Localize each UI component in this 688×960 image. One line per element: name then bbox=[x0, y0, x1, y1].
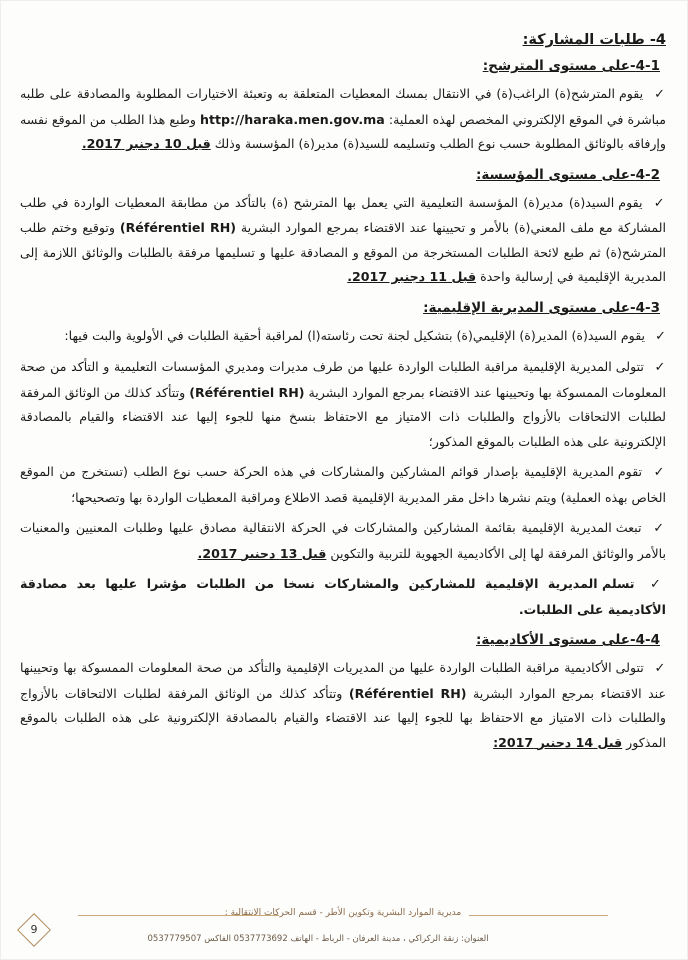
section-heading: 4- طلبات المشاركة: bbox=[522, 32, 666, 48]
paragraph-candidate: ✓ يقوم المترشح(ة) الراغب(ة) في الانتقال بمسك المعطيات المتعلقة به وتعبئة الاختيارات المطلوبة والمصادقة على طلبه مباشرة في الموقع الإلكتروني المخصص لهذه العملية: http://haraka.men.gov.ma وطبع هذا الطلب من الموقع نفسه وإرفاقه بالوثائق المطلوبة حسب نوع الطلب وتسليمه للسيد(ة) مدير(ة) المؤسسة وذلك قبل 10 دجنبر 2017. bbox=[20, 86, 667, 151]
checkmark-icon: ✓ bbox=[654, 360, 666, 375]
paragraph-directorate-2: ✓ تتولى المديرية الإقليمية مراقبة الطلبات الواردة عليها من طرف مديرات ومديري المؤسسات التعليمية و التأكد من صحة المعلومات الممسوكة بها وتحيينها عند الاقتضاء بمرجع الموارد البشرية (Référentiel RH) وتتأكد كذلك من الوثائق المرفقة لطلبات الالتحاقات بالأزواج والطلبات ذات الامتياز مع الاحتفاظ بنسخ منها للجوء إليها عند الاقتضاء والقيام بالمصادقة الإلكترونية على هذه الطلبات بالموقع المذكور؛ bbox=[20, 359, 666, 449]
paragraph-directorate-1: ✓ يقوم السيد(ة) المدير(ة) الإقليمي(ة) بتشكيل لجنة تحت رئاسته(ا) لمراقبة أحقية الطلبات في الأولوية والبت فيها: bbox=[64, 327, 666, 344]
page-number-badge bbox=[17, 913, 51, 947]
checkmark-icon: ✓ bbox=[654, 87, 666, 102]
paragraph-school: ✓ يقوم السيد(ة) مدير(ة) المؤسسة التعليمية التي يعمل بها المترشح (ة) بالتأكد من مطابقة المعطيات الواردة في طلب المشاركة مع ملف المعني(ة) بالأمر و تحيينها عند الاقتضاء بمرجع الموارد البشرية (Référentiel RH) وتوقيع وختم طلب المترشح(ة) ثم طبع لائحة الطلبات المستخرجة من الموقع و المصادقة عليها و تسليمها مرفقة بالطلبات والوثائق اللازمة إلى المديرية الإقليمية في إرسالية واحدة قبل 11 دجنبر 2017. bbox=[20, 194, 666, 284]
deadline-text: قبل 14 دجنبر 2017: bbox=[493, 734, 623, 750]
page-number: 9 bbox=[30, 923, 38, 936]
subsection-title-school: 4-2-على مستوى المؤسسة: bbox=[475, 166, 660, 183]
paragraph-directorate-5: ✓ تسلم المديرية الإقليمية للمشاركين والمشاركات نسخا من الطلبات مؤشرا عليها بعد مصادقة الأكاديمية على الطلبات. bbox=[20, 576, 666, 617]
checkmark-icon: ✓ bbox=[650, 577, 666, 592]
checkmark-icon: ✓ bbox=[655, 328, 666, 344]
website-link[interactable]: http://haraka.men.gov.ma bbox=[200, 111, 385, 127]
checkmark-icon: ✓ bbox=[654, 661, 666, 676]
checkmark-icon: ✓ bbox=[653, 195, 666, 211]
checkmark-icon: ✓ bbox=[653, 521, 666, 536]
subsection-title-candidate: 4-1-على مستوى المترشح: bbox=[482, 58, 660, 74]
deadline-text: قبل 10 دجنبر 2017. bbox=[81, 136, 211, 151]
page-footer bbox=[18, 908, 668, 952]
subsection-title-directorate: 4-3-على مستوى المديرية الإقليمية: bbox=[423, 299, 660, 316]
footer-ornament bbox=[78, 908, 608, 922]
deadline-text: قبل 13 دجنبر 2017. bbox=[197, 545, 327, 561]
footer-address: العنوان: زنقة الركراكي ، مدينة العرفان - الرباط - الهاتف 0537773692 الفاكس 0537779507 bbox=[147, 934, 489, 944]
referentiel-rh: (Référentiel RH) bbox=[119, 220, 237, 235]
subsection-title-academy: 4-4-على مستوى الأكاديمية: bbox=[476, 632, 660, 648]
paragraph-directorate-3: ✓ تقوم المديرية الإقليمية بإصدار قوائم المشاركين والمشاركات في هذه الحركة حسب نوع الطلب (تستخرج من الموقع الخاص بهذه العملية) ويتم نشرها داخل مقر المديرية الإقليمية قصد الاطلاع ومراقبة المعطيات الواردة بها وتصحيحها؛ bbox=[20, 464, 666, 505]
referentiel-rh: (Référentiel RH) bbox=[189, 384, 305, 400]
paragraph-academy: ✓ تتولى الأكاديمية مراقبة الطلبات الواردة عليها من المديريات الإقليمية والتأكد من صحة المعلومات الممسوكة بها وتحيينها عند الاقتضاء بمرجع الموارد البشرية (Référentiel RH) وتتأكد كذلك من الوثائق المرفقة لطلبات الالتحاقات بالأزواج والطلبات ذات الامتياز مع الاحتفاظ بها للجوء إليها عند الاقتضاء والقيام بالمصادقة الإلكترونية على هذه الطلبات بالموقع المذكور قبل 14 دجنبر 2017: bbox=[20, 660, 666, 750]
paragraph-directorate-4: ✓ تبعث المديرية الإقليمية بقائمة المشاركين والمشاركات في الحركة الانتقالية مصادق عليها وطلبات المعنيين والمعنيات بالأمر والوثائق المرفقة لها إلى الأكاديمية الجهوية للتربية والتكوين قبل 13 دجنبر 2017. bbox=[20, 520, 666, 561]
referentiel-rh: (Référentiel RH) bbox=[348, 685, 467, 701]
checkmark-icon: ✓ bbox=[653, 465, 666, 480]
deadline-text: قبل 11 دجنبر 2017. bbox=[347, 269, 477, 284]
footer-department: مديرية الموارد البشرية وتكوين الأطر - قسم الحركات الانتقالية : bbox=[217, 908, 469, 918]
document-body bbox=[20, 32, 666, 761]
